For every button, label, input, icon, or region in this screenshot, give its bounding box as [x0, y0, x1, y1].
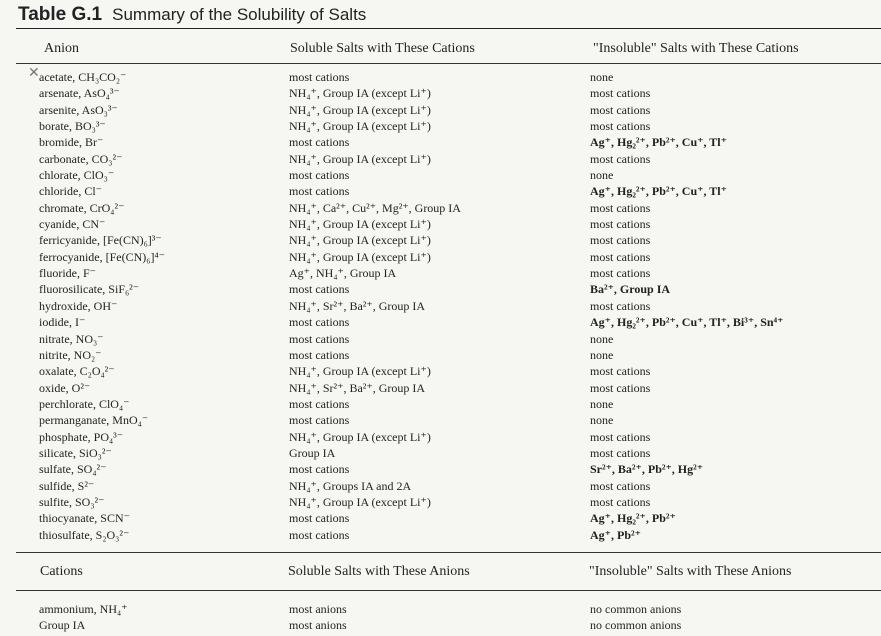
- soluble-cations-cell: most cations: [289, 135, 350, 150]
- anion-cell: arsenate, AsO₄³⁻: [39, 86, 120, 101]
- cations-header: Cations: [40, 564, 83, 579]
- soluble-cations-header: Soluble Salts with These Cations: [290, 41, 475, 56]
- cation-column: [39, 601, 128, 633]
- anion-cell: arsenite, AsO₃³⁻: [39, 102, 118, 117]
- anion-cell: sulfide, S²⁻: [39, 478, 95, 493]
- soluble-cations-cell: NH₄⁺, Sr²⁺, Ba²⁺, Group IA: [289, 298, 426, 313]
- soluble-cations-cell: most cations: [289, 347, 350, 362]
- anion-cell: chromate, CrO₄²⁻: [39, 200, 125, 215]
- anion-cell: thiosulfate, S₂O₃²⁻: [39, 527, 130, 542]
- insoluble-cations-cell: most cations: [590, 86, 651, 101]
- insoluble-cations-cell: most cations: [590, 249, 651, 264]
- cation-cell: Group IA: [39, 618, 86, 632]
- soluble-cations-cell: Group IA: [289, 445, 336, 460]
- soluble-cations-cell: Ag⁺, NH₄⁺, Group IA: [289, 266, 397, 281]
- soluble-cations-cell: most cations: [289, 396, 350, 411]
- soluble-cations-cell: most cations: [289, 70, 350, 84]
- insoluble-cations-cell: Ag⁺, Hg₂²⁺, Pb²⁺: [590, 511, 676, 526]
- anion-cell: ferricyanide, [Fe(CN)₆]³⁻: [39, 233, 162, 248]
- soluble-cations-cell: NH₄⁺, Groups IA and 2A: [289, 478, 412, 493]
- anion-header: Anion: [44, 41, 79, 56]
- anion-cell: thiocyanate, SCN⁻: [39, 511, 130, 526]
- soluble-cations-cell: NH₄⁺, Group IA (except Li⁺): [289, 364, 431, 379]
- insoluble-cations-cell: none: [590, 331, 614, 346]
- cation-header-rule: [16, 590, 881, 591]
- insoluble-cations-cell: most cations: [590, 298, 651, 313]
- soluble-cations-cell: NH₄⁺, Group IA (except Li⁺): [289, 233, 431, 248]
- top-rule: [16, 28, 881, 29]
- insoluble-anions-header: "Insoluble" Salts with These Anions: [589, 564, 792, 579]
- insoluble-cations-cell: most cations: [590, 151, 651, 166]
- soluble-cations-cell: NH₄⁺, Group IA (except Li⁺): [289, 217, 431, 232]
- header-rule: [16, 63, 881, 64]
- insoluble-anions-cell: no common anions: [590, 618, 682, 632]
- anion-cell: bromide, Br⁻: [39, 135, 104, 150]
- anion-cell: sulfite, SO₃²⁻: [39, 494, 105, 509]
- insoluble-cations-cell: Ag⁺, Pb²⁺: [590, 527, 641, 542]
- anion-cell: nitrite, NO₂⁻: [39, 347, 102, 362]
- insoluble-anions-cell: no common anions: [590, 602, 682, 616]
- insoluble-cations-cell: most cations: [590, 119, 651, 134]
- soluble-cations-cell: NH₄⁺, Group IA (except Li⁺): [289, 102, 431, 117]
- insoluble-anions-column: [590, 601, 681, 633]
- section-rule: [16, 552, 881, 553]
- soluble-cations-cell: most cations: [289, 462, 350, 477]
- soluble-cations-cell: most cations: [289, 184, 350, 199]
- insoluble-cations-cell: most cations: [590, 102, 651, 117]
- soluble-anions-column: [289, 601, 347, 633]
- soluble-anions-cell: most anions: [289, 602, 347, 616]
- table-title: [18, 4, 366, 26]
- anion-cell: fluorosilicate, SiF₆²⁻: [39, 282, 140, 297]
- anion-cell: fluoride, F⁻: [39, 266, 96, 281]
- insoluble-cations-cell: Ba²⁺, Group IA: [590, 282, 671, 297]
- soluble-anions-header: Soluble Salts with These Anions: [288, 564, 470, 579]
- anion-cell: ferrocyanide, [Fe(CN)₆]⁴⁻: [39, 249, 165, 264]
- insoluble-cations-cell: Ag⁺, Hg₂²⁺, Pb²⁺, Cu⁺, Tl⁺, Bi³⁺, Sn⁴⁺: [590, 315, 784, 330]
- anion-cell: chlorate, ClO₃⁻: [39, 168, 115, 183]
- soluble-cations-cell: most cations: [289, 282, 350, 297]
- anion-cell: iodide, I⁻: [39, 315, 86, 330]
- soluble-cations-cell: NH₄⁺, Group IA (except Li⁺): [289, 86, 431, 101]
- soluble-cations-cell: most cations: [289, 331, 350, 346]
- soluble-cations-cell: most cations: [289, 413, 350, 428]
- soluble-cations-cell: NH₄⁺, Group IA (except Li⁺): [289, 494, 431, 509]
- insoluble-cations-cell: most cations: [590, 364, 651, 379]
- margin-mark: ✕: [28, 66, 40, 81]
- anion-cell: perchlorate, ClO₄⁻: [39, 396, 130, 411]
- insoluble-cations-cell: most cations: [590, 445, 651, 460]
- soluble-cations-cell: NH₄⁺, Ca²⁺, Cu²⁺, Mg²⁺, Group IA: [289, 200, 461, 215]
- soluble-cations-cell: most cations: [289, 527, 350, 542]
- table-caption: Summary of the Solubility of Salts: [112, 5, 367, 24]
- insoluble-cations-cell: none: [590, 347, 614, 362]
- anion-cell: borate, BO₃³⁻: [39, 119, 106, 134]
- insoluble-cations-cell: most cations: [590, 494, 651, 509]
- anion-cell: chloride, Cl⁻: [39, 184, 102, 199]
- insoluble-cations-cell: most cations: [590, 380, 651, 395]
- anion-cell: oxide, O²⁻: [39, 380, 91, 395]
- insoluble-cations-cell: none: [590, 396, 614, 411]
- soluble-cations-cell: NH₄⁺, Group IA (except Li⁺): [289, 249, 431, 264]
- anion-cell: nitrate, NO₃⁻: [39, 331, 104, 346]
- anion-cell: sulfate, SO₄²⁻: [39, 462, 107, 477]
- soluble-cations-cell: NH₄⁺, Group IA (except Li⁺): [289, 151, 431, 166]
- insoluble-cations-cell: Ag⁺, Hg₂²⁺, Pb²⁺, Cu⁺, Tl⁺: [590, 135, 727, 150]
- insoluble-cations-cell: most cations: [590, 217, 651, 232]
- insoluble-cations-cell: most cations: [590, 429, 651, 444]
- anion-cell: phosphate, PO₄³⁻: [39, 429, 124, 444]
- soluble-cations-cell: most cations: [289, 511, 350, 526]
- anion-cell: oxalate, C₂O₄²⁻: [39, 364, 115, 379]
- soluble-cations-cell: NH₄⁺, Group IA (except Li⁺): [289, 429, 431, 444]
- soluble-cations-cell: NH₄⁺, Sr²⁺, Ba²⁺, Group IA: [289, 380, 426, 395]
- insoluble-cations-header: "Insoluble" Salts with These Cations: [593, 41, 799, 56]
- soluble-cations-column: [289, 69, 461, 543]
- insoluble-cations-cell: Sr²⁺, Ba²⁺, Pb²⁺, Hg²⁺: [590, 462, 704, 477]
- insoluble-cations-cell: most cations: [590, 233, 651, 248]
- anion-cell: silicate, SiO₃²⁻: [39, 445, 112, 460]
- insoluble-cations-cell: most cations: [590, 200, 651, 215]
- anion-cell: carbonate, CO₃²⁻: [39, 151, 123, 166]
- soluble-cations-cell: most cations: [289, 315, 350, 330]
- soluble-cations-cell: NH₄⁺, Group IA (except Li⁺): [289, 119, 431, 134]
- anion-column: [39, 69, 165, 543]
- insoluble-cations-cell: none: [590, 168, 614, 183]
- table-label: Table G.1: [18, 4, 103, 25]
- insoluble-cations-column: [590, 69, 783, 543]
- anion-cell: cyanide, CN⁻: [39, 217, 106, 232]
- insoluble-cations-cell: Ag⁺, Hg₂²⁺, Pb²⁺, Cu⁺, Tl⁺: [590, 184, 727, 199]
- anion-cell: permanganate, MnO₄⁻: [39, 413, 149, 428]
- cation-cell: ammonium, NH₄⁺: [39, 602, 128, 616]
- anion-cell: hydroxide, OH⁻: [39, 298, 118, 313]
- anion-cell: acetate, CH₃CO₂⁻: [39, 70, 127, 84]
- insoluble-cations-cell: most cations: [590, 266, 651, 281]
- insoluble-cations-cell: most cations: [590, 478, 651, 493]
- insoluble-cations-cell: none: [590, 70, 614, 84]
- soluble-anions-cell: most anions: [289, 618, 347, 632]
- insoluble-cations-cell: none: [590, 413, 614, 428]
- soluble-cations-cell: most cations: [289, 168, 350, 183]
